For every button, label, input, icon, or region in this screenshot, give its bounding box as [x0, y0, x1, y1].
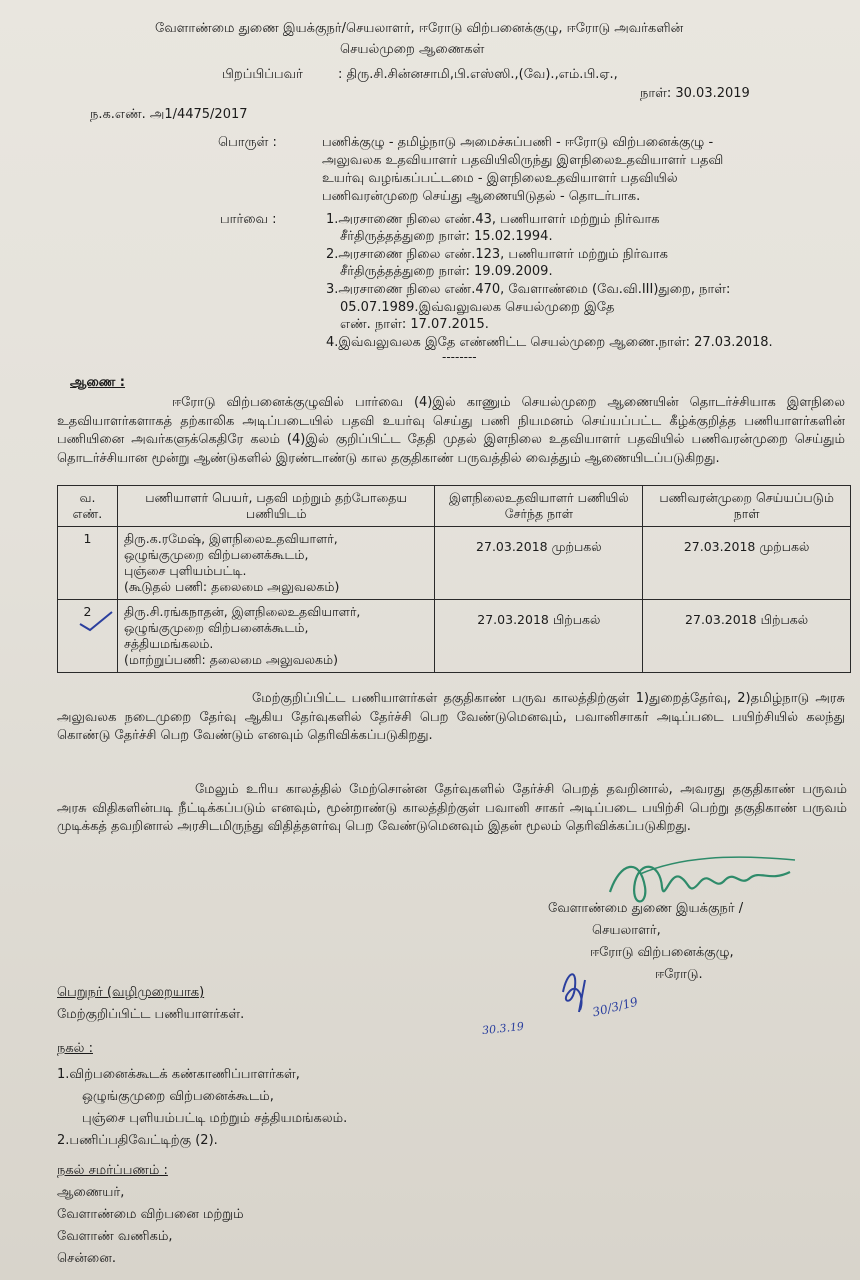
reference-line: 1.அரசாணை நிலை எண்.43, பணியாளர் மற்றும் நிர்வாக	[326, 212, 660, 227]
subject-line: பணிவரன்முறை செய்து ஆணையிடுதல் - தொடர்பாக.	[322, 189, 641, 204]
col-header-serial: வ. எண்.	[58, 486, 118, 527]
issuer-value: : திரு.சி.சின்னசாமி,பி.எஸ்ஸி.,(வே).,எம்.பி.ஏ.,	[338, 67, 618, 82]
reference-number: ந.க.எண். அ1/4475/2017	[90, 107, 248, 122]
reference-line: சீர்திருத்தத்துறை நாள்: 19.09.2009.	[340, 264, 553, 279]
signature-line: செயலாளர்,	[592, 923, 661, 938]
table-row	[58, 600, 851, 673]
copy-submitted-line: வேளாண் வணிகம்,	[57, 1229, 173, 1244]
serial-cell: 1	[58, 527, 118, 600]
issuer-label: பிறப்பிப்பவர்	[222, 67, 303, 82]
exam-paragraph: மேற்குறிப்பிட்ட பணியாளர்கள் தகுதிகாண் பருவ காலத்திற்குள் 1)துறைத்தேர்வு, 2)தமிழ்நாடு அரசு அலுவலக நடைமுறை தேர்வு ஆகிய தேர்வுகளில் தேர்ச்சி பெற வேண்டுமெனவும், பவானிசாகர் அடிப்படை பயிற்சியில் கலந்து கொண்டு தேர்ச்சி பெற வேண்டும் எனவும் தெரிவிக்கப்படுகிறது.	[57, 691, 845, 743]
col-header-employee: பணியாளர் பெயர், பதவி மற்றும் தற்போதைய பணியிடம்	[117, 486, 435, 527]
reference-line: 2.அரசாணை நிலை எண்.123, பணியாளர் மற்றும் நிர்வாக	[326, 247, 668, 262]
order-label: ஆணை :	[70, 375, 126, 390]
employee-line: சத்தியமங்கலம்.	[123, 636, 214, 651]
reference-line: 4.இவ்வலுவலக இதே எண்ணிட்ட செயல்முறை ஆணை.நாள்: 27.03.2018.	[326, 335, 773, 350]
employee-line: புஞ்சை புளியம்பட்டி.	[123, 563, 247, 578]
copy-line: 1.விற்பனைக்கூடக் கண்காணிப்பாளர்கள்,	[57, 1067, 300, 1082]
reference-label: பார்வை :	[220, 212, 277, 227]
employee-line: திரு.சி.ரங்கநாதன், இளநிலைஉதவியாளர்,	[123, 604, 361, 619]
subject-line: அலுவலக உதவியாளர் பதவியிலிருந்து இளநிலைஉதவியாளர் பதவி	[322, 153, 724, 168]
copy-submitted-label: நகல் சமர்ப்பணம் :	[57, 1163, 168, 1178]
recipient-label: பெறுநர் (வழிமுறையாக)	[57, 985, 205, 1000]
order-paragraph: ஈரோடு விற்பனைக்குழுவில் பார்வை (4)இல் காணும் செயல்முறை ஆணையின் தொடர்ச்சியாக இளநிலை உதவியாளர்களாகத் தற்காலிக அடிப்படையில் பதவி உயர்வு செய்து பணி நியமனம் செய்யப்பட்ட கீழ்க்குறித்த பணியாளர்களின் பணியினை அவர்களுக்கெதிரே கலம் (4)இல் குறிப்பிட்ட தேதி முதல் இளநிலை உதவியாளர் பதவியில் பணிவரன்முறை செய்தும் தொடர்ச்சியான மூன்று ஆண்டுகளில் இரண்டாண்டு கால தகுதிகாண் பருவத்தில் வைத்தும் ஆணையிடப்படுகிறது.	[57, 395, 845, 466]
reference-line: சீர்திருத்தத்துறை நாள்: 15.02.1994.	[340, 229, 553, 244]
copy-submitted-line: ஆணையர்,	[57, 1185, 125, 1200]
joined-date-cell: 27.03.2018 முற்பகல்	[435, 527, 643, 600]
recipient-value: மேற்குறிப்பிட்ட பணியாளர்கள்.	[57, 1007, 245, 1022]
employee-line: (மாற்றுப்பணி: தலைமை அலுவலகம்)	[123, 652, 338, 667]
employee-cell	[117, 527, 435, 600]
reference-separator: --------	[442, 350, 477, 364]
reference-line: 3.அரசாணை நிலை எண்.470, வேளாண்மை (வே.வி.III)துறை, நாள்:	[326, 282, 731, 297]
copy-submitted-line: வேளாண்மை விற்பனை மற்றும்	[57, 1207, 244, 1222]
employee-line: (கூடுதல் பணி: தலைமை அலுவலகம்)	[123, 579, 340, 594]
subject-label: பொருள் :	[218, 135, 277, 150]
subject-line: உயர்வு வழங்கப்பட்டமை - இளநிலைஉதவியாளர் பதவியில்	[322, 171, 678, 186]
staff-table	[57, 485, 851, 673]
signature-line: ஈரோடு விற்பனைக்குழு,	[590, 945, 734, 960]
regularized-date-cell: 27.03.2018 பிற்பகல்	[643, 600, 851, 673]
signature-line: ஈரோடு.	[655, 967, 703, 982]
serial-cell: 2	[58, 600, 118, 673]
col-header-joined: இளநிலைஉதவியாளர் பணியில் சேர்ந்த நாள்	[435, 486, 643, 527]
joined-date-cell: 27.03.2018 பிற்பகல்	[435, 600, 643, 673]
copy-line: புஞ்சை புளியம்பட்டி மற்றும் சத்தியமங்கலம்.	[82, 1111, 348, 1126]
copy-label: நகல் :	[57, 1041, 93, 1056]
probation-paragraph: மேலும் உரிய காலத்தில் மேற்சொன்ன தேர்வுகளில் தேர்ச்சி பெறத் தவறினால், அவரது தகுதிகாண் பருவம் அரசு விதிகளின்படி நீட்டிக்கப்படும் எனவும், மூன்றாண்டு காலத்திற்குள் பவானி சாகர் அடிப்படை பயிற்சி பெற்று தகுதிகாண் பருவம் முடிக்கத் தவறினால் அரசிடமிருந்து விதித்தளர்வு பெற வேண்டுமெனவும் இதன் மூலம் தெரிவிக்கப்படுகிறது.	[57, 782, 847, 834]
subject-line: பணிக்குழு - தமிழ்நாடு அமைச்சுப்பணி - ஈரோடு விற்பனைக்குழு -	[322, 135, 714, 150]
employee-cell	[117, 600, 435, 673]
table-row	[58, 527, 851, 600]
col-header-regularized: பணிவரன்முறை செய்யப்படும் நாள்	[643, 486, 851, 527]
copy-line: ஒழுங்குமுறை விற்பனைக்கூடம்,	[82, 1089, 274, 1104]
employee-line: திரு.க.ரமேஷ், இளநிலைஉதவியாளர்,	[123, 531, 338, 546]
reference-line: 05.07.1989.இவ்வலுவலக செயல்முறை இதே	[340, 300, 615, 315]
handwritten-initial-date: 30.3.19	[481, 1019, 525, 1038]
table-header-row	[58, 486, 851, 527]
signature-line: வேளாண்மை துணை இயக்குநர் /	[548, 901, 744, 916]
pen-tick-mark	[78, 610, 114, 632]
header-line-2: செயல்முறை ஆணைகள்	[340, 42, 485, 57]
copy-line: 2.பணிப்பதிவேட்டிற்கு (2).	[57, 1133, 218, 1148]
employee-line: ஒழுங்குமுறை விற்பனைக்கூடம்,	[123, 547, 309, 562]
employee-line: ஒழுங்குமுறை விற்பனைக்கூடம்,	[123, 620, 309, 635]
copy-submitted-line: சென்னை.	[57, 1251, 116, 1266]
regularized-date-cell: 27.03.2018 முற்பகல்	[643, 527, 851, 600]
reference-line: எண். நாள்: 17.07.2015.	[340, 317, 489, 332]
order-date: நாள்: 30.03.2019	[640, 86, 750, 101]
header-line-1: வேளாண்மை துணை இயக்குநர்/செயலாளர், ஈரோடு விற்பனைக்குழு, ஈரோடு அவர்களின்	[155, 21, 684, 36]
handwritten-sign-date: 30/3/19	[590, 994, 640, 1020]
